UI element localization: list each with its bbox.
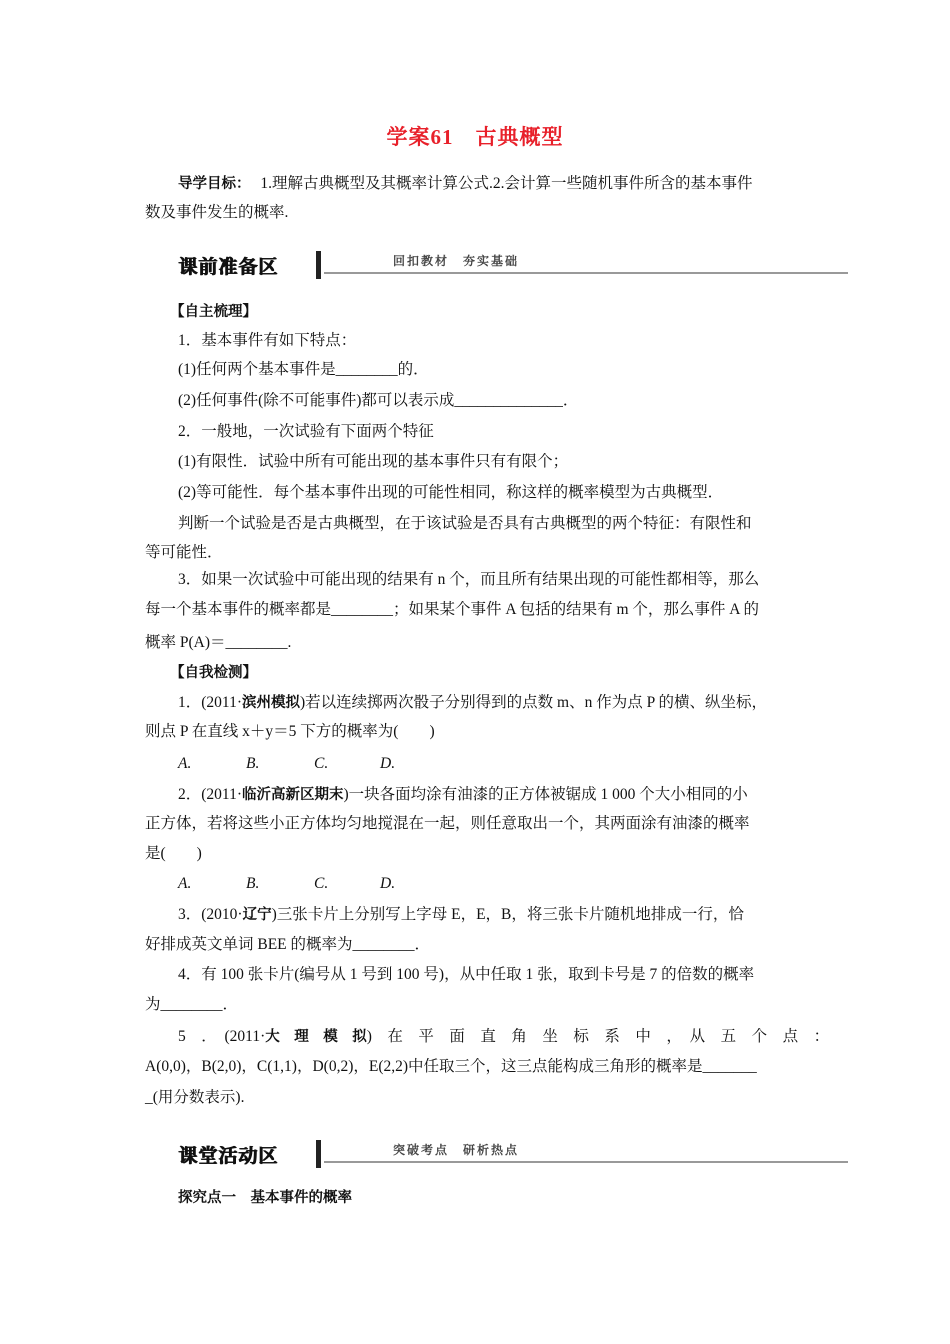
section-heading-self-check: 【自我检测】 xyxy=(170,665,257,681)
banner-subtitle: 回扣教材 夯实基础 xyxy=(393,254,520,268)
text-line: 判断一个试验是否是古典概型，在于该试验是否具有古典概型的两个特征：有限性和 xyxy=(178,515,752,532)
option-a: A. xyxy=(178,875,192,892)
text-line: 2．一般地，一次试验有下面两个特征 xyxy=(178,423,434,440)
text-line: 1．基本事件有如下特点： xyxy=(178,332,357,349)
question-2-cont: 是( ) xyxy=(145,845,202,862)
question-5-cont: _(用分数表示). xyxy=(145,1089,245,1106)
question-text: ) 在 平 面 直 角 坐 标 系 中 ， 从 五 个 点 ： xyxy=(366,1028,830,1045)
goal-line-1 xyxy=(178,172,753,196)
question-number: 1．(2011· xyxy=(178,694,242,711)
section-heading-explore-1: 探究点一 基本事件的概率 xyxy=(178,1190,352,1206)
banner-subtitle: 突破考点 研析热点 xyxy=(393,1143,520,1157)
option-b: B. xyxy=(246,755,260,772)
options-row xyxy=(178,752,395,776)
banner-divider xyxy=(316,1140,321,1168)
question-number: 5 ． (2011· xyxy=(178,1028,266,1045)
option-d: D. xyxy=(380,875,396,892)
banner-tag: 课前准备区 xyxy=(178,256,279,278)
goal-label: 导学目标： xyxy=(178,176,251,192)
question-source: 辽宁 xyxy=(242,907,272,923)
section-banner-prep xyxy=(178,252,848,280)
question-4-cont: 为________． xyxy=(145,996,239,1013)
text-line: 3．如果一次试验中可能出现的结果有 n 个，而且所有结果出现的可能性都相等，那么 xyxy=(178,571,760,588)
question-source: 临沂高新区期末 xyxy=(242,787,344,803)
banner-divider xyxy=(316,251,321,279)
question-1-cont: 则点 P 在直线 x＋y＝5 下方的概率为( ) xyxy=(145,723,435,740)
option-b: B. xyxy=(246,875,260,892)
banner-rule xyxy=(324,1161,848,1163)
goal-text-1: 1.理解古典概型及其概率计算公式.2.会计算一些随机事件所含的基本事件 xyxy=(260,175,753,192)
text-line: (1)有限性．试验中所有可能出现的基本事件只有有限个； xyxy=(178,453,569,470)
question-2 xyxy=(178,783,748,807)
question-source: 滨州模拟 xyxy=(242,695,300,711)
question-source: 大 理 模 拟 xyxy=(265,1029,367,1045)
text-line: (2)等可能性．每个基本事件出现的可能性相同，称这样的概率模型为古典概型． xyxy=(178,484,724,501)
section-banner-class xyxy=(178,1141,848,1169)
page-title: 学案61 古典概型 xyxy=(386,125,564,149)
question-text: )一块各面均涂有油漆的正方体被锯成 1 000 个大小相同的小 xyxy=(343,786,748,803)
question-5 xyxy=(178,1025,829,1049)
text-line: 概率 P(A)＝________. xyxy=(145,634,292,651)
option-d: D. xyxy=(380,755,396,772)
banner-tag: 课堂活动区 xyxy=(178,1145,279,1167)
option-c: C. xyxy=(314,875,329,892)
section-heading-self-study: 【自主梳理】 xyxy=(170,304,257,320)
question-text: )若以连续掷两次骰子分别得到的点数 m、n 作为点 P 的横、纵坐标， xyxy=(300,694,768,711)
text-line: 等可能性． xyxy=(145,544,223,561)
question-number: 2．(2011· xyxy=(178,786,242,803)
question-number: 3．(2010· xyxy=(178,906,243,923)
option-a: A. xyxy=(178,755,192,772)
question-3-cont: 好排成英文单词 BEE 的概率为________． xyxy=(145,936,431,953)
question-text: )三张卡片上分别写上字母 E，E，B，将三张卡片随机地排成一行，恰 xyxy=(271,906,744,923)
banner-rule xyxy=(324,272,848,274)
text-line: 每一个基本事件的概率都是________；如果某个事件 A 包括的结果有 m 个，那么事件 A 的 xyxy=(145,601,759,618)
question-5-cont: A(0,0)，B(2,0)，C(1,1)，D(0,2)，E(2,2)中任取三个，这三点能构成三角形的概率是_______ xyxy=(145,1058,757,1075)
text-line: (1)任何两个基本事件是________的． xyxy=(178,361,429,378)
question-4: 4．有 100 张卡片(编号从 1 号到 100 号)，从中任取 1 张，取到卡号是 7 的倍数的概率 xyxy=(178,966,755,983)
question-1 xyxy=(178,691,767,715)
text-line: (2)任何事件(除不可能事件)都可以表示成______________． xyxy=(178,392,579,409)
goal-line-2: 数及事件发生的概率. xyxy=(145,204,289,221)
question-3 xyxy=(178,903,744,927)
options-row xyxy=(178,872,395,896)
option-c: C. xyxy=(314,755,329,772)
question-2-cont: 正方体，若将这些小正方体均匀地搅混在一起，则任意取出一个，其两面涂有油漆的概率 xyxy=(145,815,750,832)
